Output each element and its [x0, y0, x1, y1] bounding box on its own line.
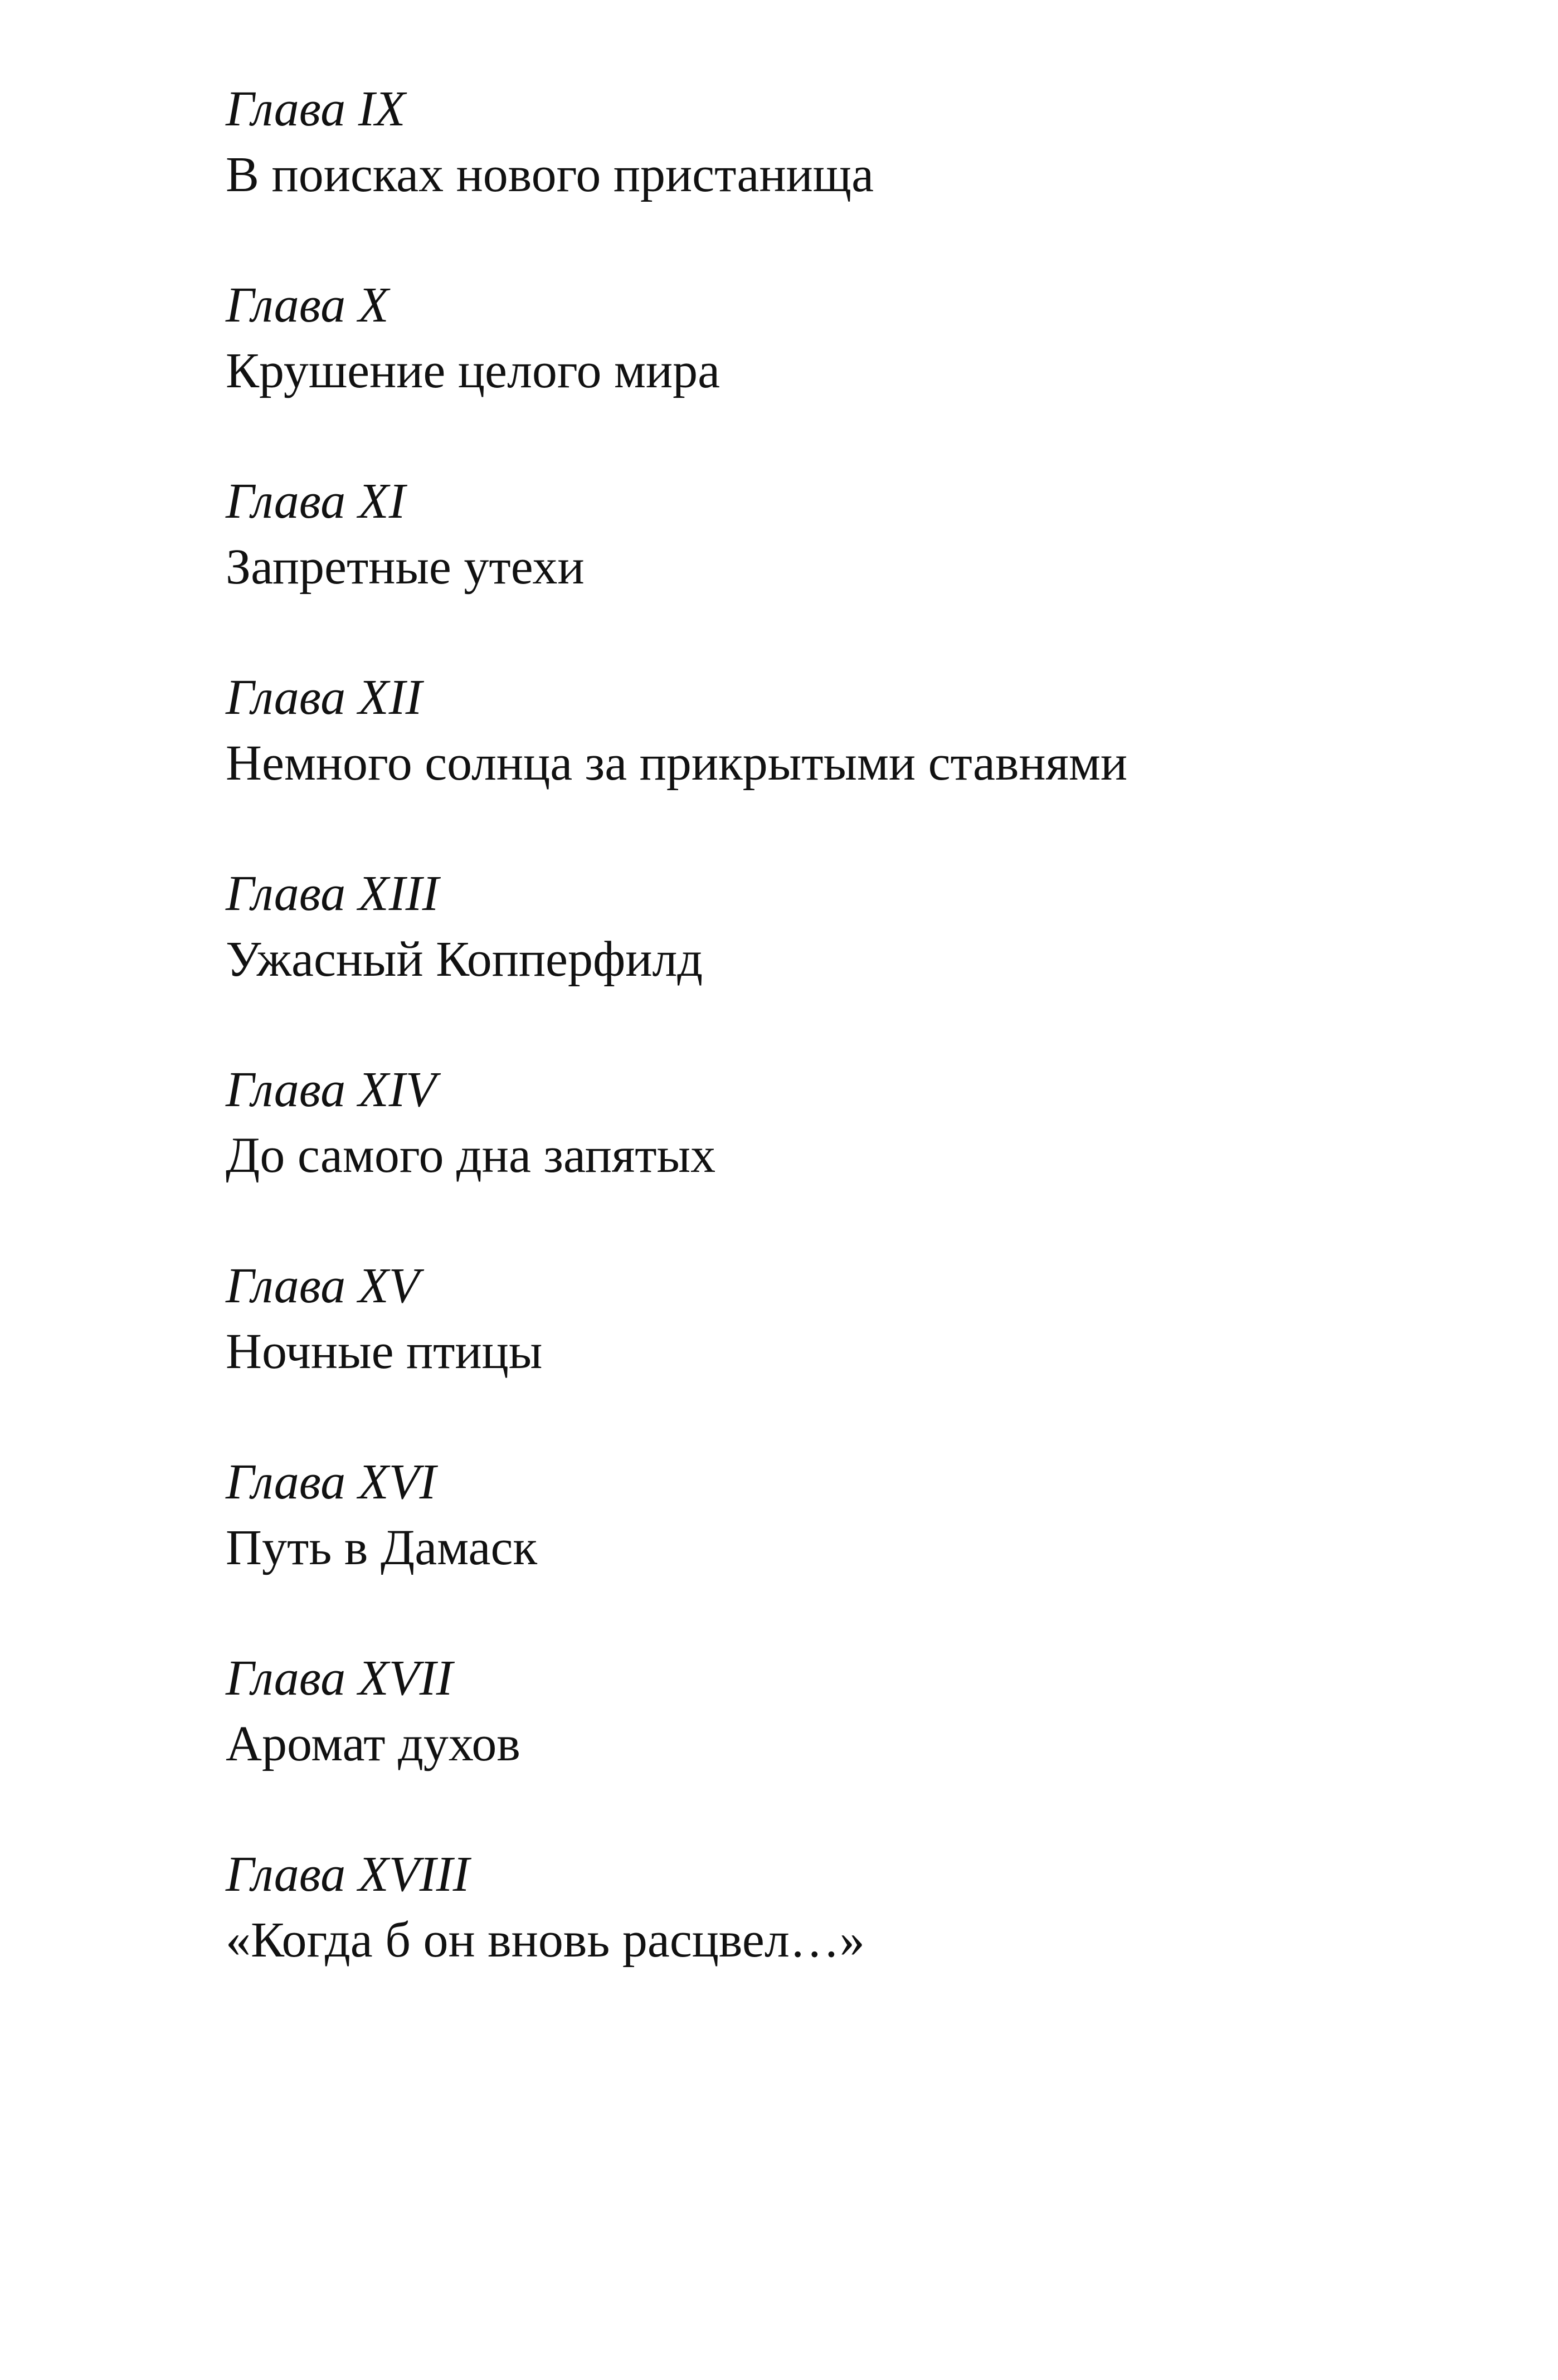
chapter-title: Запретные утехи	[226, 539, 585, 595]
chapter-title: До самого дна запятых	[226, 1128, 716, 1183]
chapter-number: Глава XIV	[226, 1062, 436, 1117]
chapter-number: Глава XVII	[226, 1651, 453, 1706]
toc-entry	[226, 665, 1507, 862]
chapter-title: Немного солнца за прикрытыми ставнями	[226, 736, 1128, 791]
chapter-title: Ужасный Копперфилд	[226, 932, 703, 987]
toc-entry	[226, 1254, 1507, 1450]
toc-entry	[226, 1842, 1507, 2038]
toc-entry	[226, 1450, 1507, 1646]
chapter-title: «Когда б он вновь расцвел…»	[226, 1912, 865, 1968]
chapter-number: Глава XI	[226, 474, 406, 529]
chapter-number: Глава X	[226, 278, 389, 333]
toc-entry	[226, 1058, 1507, 1254]
chapter-number: Глава XVI	[226, 1454, 436, 1510]
chapter-title: Аромат духов	[226, 1716, 520, 1771]
toc-entry	[226, 77, 1507, 273]
chapter-number: Глава IX	[226, 81, 406, 137]
chapter-title: Крушение целого мира	[226, 343, 720, 398]
chapter-title: Ночные птицы	[226, 1324, 543, 1379]
toc-entry	[226, 273, 1507, 469]
toc-entry	[226, 862, 1507, 1058]
chapter-title: Путь в Дамаск	[226, 1520, 538, 1575]
chapter-number: Глава XII	[226, 670, 422, 725]
table-of-contents	[226, 77, 1507, 2038]
chapter-title: В поисках нового пристанища	[226, 147, 874, 202]
toc-entry	[226, 1646, 1507, 1842]
chapter-number: Глава XVIII	[226, 1847, 470, 1902]
chapter-number: Глава XV	[226, 1258, 420, 1313]
toc-entry	[226, 469, 1507, 665]
chapter-number: Глава XIII	[226, 866, 439, 921]
